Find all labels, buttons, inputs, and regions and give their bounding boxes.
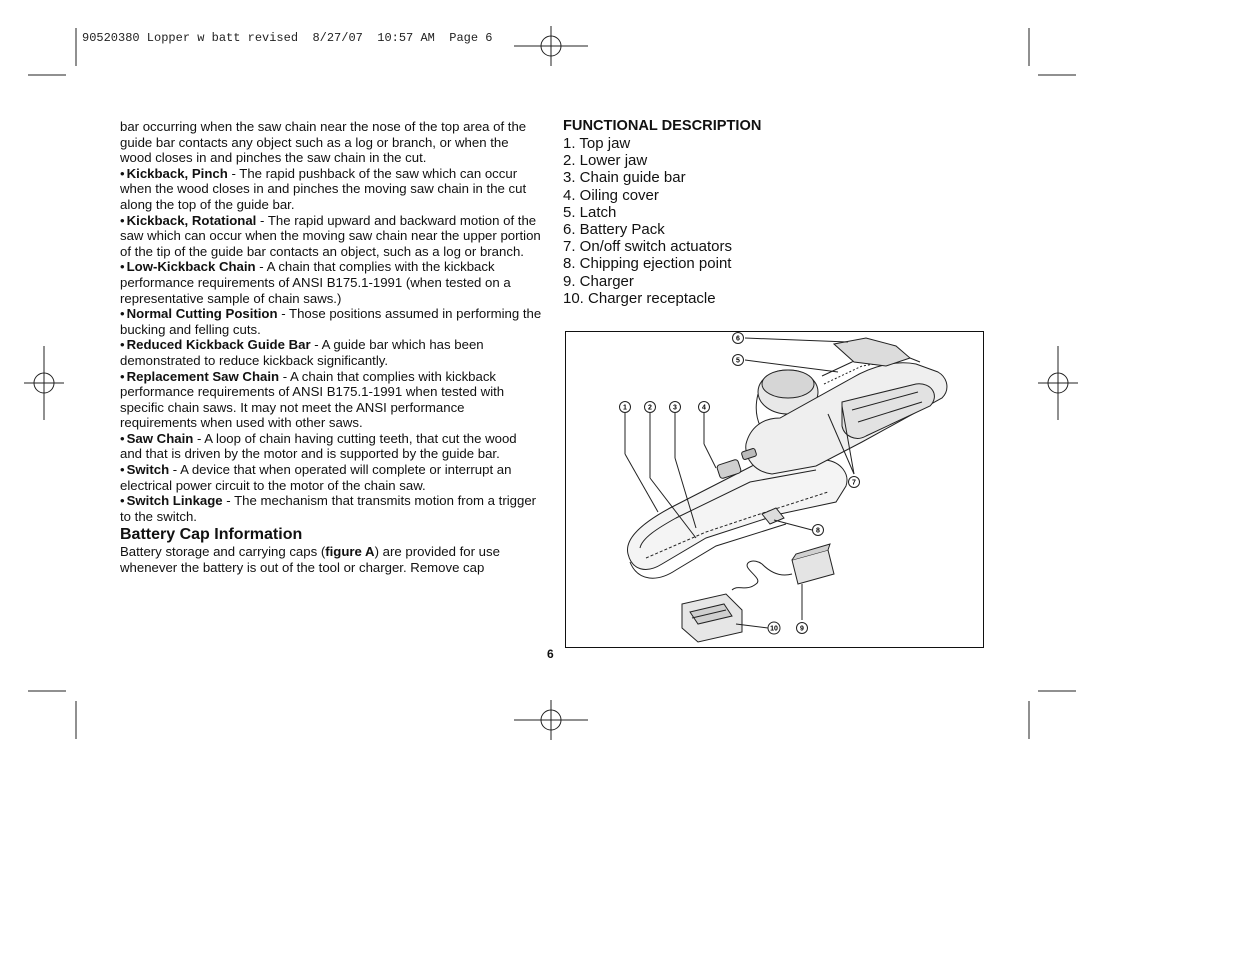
callout-number: 10 (770, 625, 778, 633)
product-illustration (565, 331, 984, 648)
definition-text: - The rapid pushback of the saw which can occur when the wood closes in and pinches the moving saw chain in the cut along the top of the guide bar. (120, 165, 527, 212)
definition-item: • Normal Cutting Position - Those positions assumed in performing the bucking and felling cuts. (120, 306, 542, 337)
callout-8 (813, 525, 824, 536)
definition-term: Low-Kickback Chain (126, 259, 256, 275)
callout-number: 7 (852, 479, 856, 487)
list-item: 1. Top jaw (563, 135, 631, 152)
definition-text: - A chain that complies with kickback performance requirements of ANSI B175.1-1991 when tested with specific chain saws. It may not meet the ANSI performance requirements when used with other saws. (120, 368, 505, 431)
list-item: 9. Charger (563, 272, 634, 290)
definition-term: Saw Chain (126, 430, 194, 446)
definition-item: • Low-Kickback Chain - A chain that complies with the kickback performance requirements of ANSI B175.1-1991 (when tested on a representative sample of chain saws.) (120, 259, 511, 306)
callout-number: 6 (736, 335, 740, 343)
battery-cap-paragraph (120, 544, 542, 575)
lopper-drawing (566, 332, 985, 649)
definition-term: Normal Cutting Position (126, 306, 278, 322)
callout-number: 9 (800, 625, 804, 633)
registration-target-bottom (514, 700, 588, 740)
definition-term: Switch Linkage (126, 493, 223, 509)
callout-number: 5 (736, 357, 740, 365)
list-item: 6. Battery Pack (563, 221, 665, 239)
callout-10 (768, 622, 780, 634)
definition-text: - Those positions assumed in performing the bucking and felling cuts. (120, 306, 542, 337)
registration-target-right (1038, 346, 1078, 420)
battery-text-part: ) are provided for use whenever the battery is out of the tool or charger. Remove cap (120, 544, 500, 576)
list-item: 2. Lower jaw (563, 152, 648, 170)
callout-number: 2 (648, 404, 652, 412)
definition-text: - The rapid upward and backward motion of the saw which can occur when the moving saw chain near the upper portion of the tip of the guide bar contacts an object, such as a log or branch. (120, 212, 541, 259)
list-item: 4. Oiling cover (563, 186, 659, 204)
list-item: 10. Charger receptacle (563, 289, 716, 307)
definition-term: Switch (126, 462, 170, 478)
list-item: 8. Chipping ejection point (563, 255, 732, 273)
callout-number: 1 (623, 404, 627, 412)
definition-text: - A device that when operated will complete or interrupt an electrical power circuit to the motor of the chain saw. (120, 462, 512, 493)
definition-term: Replacement Saw Chain (126, 368, 280, 384)
definition-text: - A loop of chain having cutting teeth, that cut the wood and that is driven by the motor and is supported by the guide bar. (120, 430, 517, 462)
callout-number: 8 (816, 527, 820, 535)
parts-list (563, 135, 983, 307)
list-item: 5. Latch (563, 203, 617, 221)
print-slug: 90520380 Lopper w batt revised 8/27/07 10:57 AM Page 6 (82, 31, 493, 45)
list-item: 3. Chain guide bar (563, 169, 686, 187)
intro-paragraph: bar occurring when the saw chain near the nose of the top area of the guide bar contacts any object such as a log or branch, or when the wood closes in and pinches the saw chain in the cut. (120, 119, 527, 166)
registration-target-top (514, 26, 588, 66)
callout-number: 4 (702, 404, 706, 412)
callout-1 (620, 402, 631, 413)
figure-reference: figure A (325, 544, 375, 560)
callout-3 (670, 402, 681, 413)
definition-term: Kickback, Pinch (126, 165, 228, 181)
definition-item: • Replacement Saw Chain - A chain that complies with kickback performance requirements of ANSI B175.1-1991 when tested with specific chain saws. It may not meet the ANSI performance requirements when used with other saws. (120, 368, 505, 431)
definition-item: • Kickback, Rotational - The rapid upward and backward motion of the saw which can occur when the moving saw chain near the upper portion of the tip of the guide bar contacts an object, such as a log or branch. (120, 212, 541, 259)
page-number: 6 (547, 647, 554, 661)
definition-item: • Switch - A device that when operated will complete or interrupt an electrical power circuit to the motor of the chain saw. (120, 462, 512, 493)
callout-7 (849, 477, 860, 488)
list-item: 7. On/off switch actuators (563, 238, 732, 256)
definition-term: Kickback, Rotational (126, 212, 257, 228)
battery-text-part: Battery storage and carrying caps ( (120, 544, 326, 560)
registration-target-left (24, 346, 64, 420)
definition-item: • Reduced Kickback Guide Bar - A guide bar which has been demonstrated to reduce kickback significantly. (120, 337, 484, 368)
definition-text: - The mechanism that transmits motion from a trigger to the switch. (120, 493, 537, 524)
functional-description (563, 118, 983, 307)
definition-term: Reduced Kickback Guide Bar (126, 337, 311, 353)
definition-item: • Saw Chain - A loop of chain having cutting teeth, that cut the wood and that is driven by the motor and is supported by the guide bar. (120, 430, 517, 462)
definition-text: - A guide bar which has been demonstrated to reduce kickback significantly. (120, 337, 484, 368)
callout-6 (733, 333, 744, 344)
callout-5 (733, 355, 744, 366)
definition-item: • Switch Linkage - The mechanism that transmits motion from a trigger to the switch. (120, 493, 537, 524)
functional-description-title: FUNCTIONAL DESCRIPTION (563, 118, 762, 134)
definition-text: - A chain that complies with the kickback performance requirements of ANSI B175.1-1991 (when tested on a representative sample of chain saws.) (120, 259, 511, 306)
definition-item: • Kickback, Pinch - The rapid pushback of the saw which can occur when the wood closes in and pinches the moving saw chain in the cut along the top of the guide bar. (120, 165, 527, 212)
definitions-column (120, 119, 542, 576)
callout-2 (645, 402, 656, 413)
callout-9 (797, 623, 808, 634)
callout-number: 3 (673, 404, 677, 412)
callout-4 (699, 402, 710, 413)
battery-cap-heading: Battery Cap Information (120, 526, 303, 544)
